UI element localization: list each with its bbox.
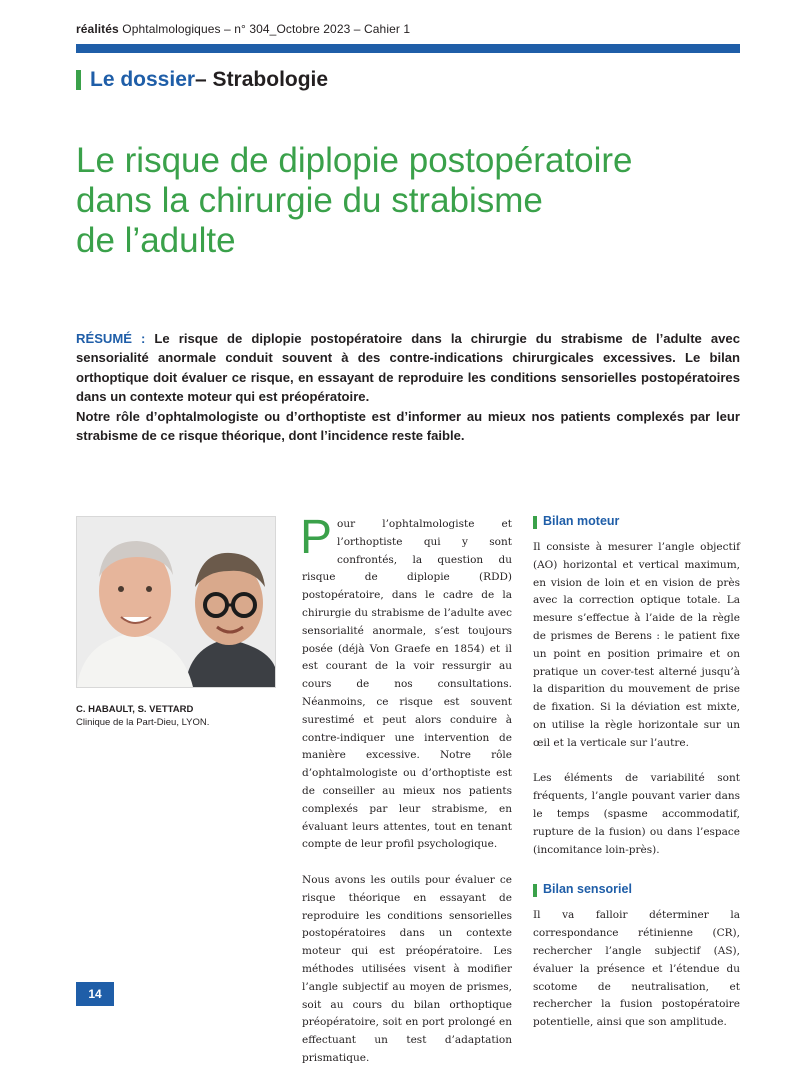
section-label: Le dossier: [90, 68, 196, 91]
paragraph-spacer: [302, 854, 512, 872]
author-affiliation: Clinique de la Part-Dieu, LYON.: [76, 717, 210, 728]
author-photo-illustration: [77, 517, 275, 687]
article-title: [76, 141, 716, 261]
author-photo: [76, 516, 276, 688]
author-credit: [76, 703, 209, 729]
section-topic: – Strabologie: [195, 68, 329, 91]
journal-brand: réalités: [76, 22, 119, 36]
header-rule: [76, 44, 740, 53]
drop-cap: P: [300, 511, 333, 564]
bilan-sensoriel-paragraph: Il va falloir déterminer la correspondance rétinienne (CR), rechercher l’angle subjectif (AS), évaluer la présence et l’étendue du scotome de neutralisation, et rechercher la fusion postopératoire potentielle, ainsi que son amplitude.: [533, 909, 740, 1029]
body-paragraph-2: Nous avons les outils pour évaluer ce risque théorique en essayant de reproduire les conditions sensorielles postopératoires dans un contexte moteur qui est préopératoire. Les méthodes utilisées visent à modifier l’angle subjectif au moyen de prismes, soit au cours du bilan orthoptique préopératoire, soit en port prolongé en effectuant un test d’adaptation prismatique.: [302, 873, 512, 1064]
subheading-bilan-moteur: [533, 513, 740, 531]
abstract-paragraph-2: Notre rôle d’ophtalmologiste ou d’orthoptiste est d’informer au mieux nos patients complexés par leur strabisme de ce risque théorique, dont l’incidence reste faible.: [76, 408, 740, 444]
section-heading: [76, 67, 328, 93]
running-header: [76, 22, 410, 36]
bilan-moteur-paragraph-2: Les éléments de variabilité sont fréquents, l’angle pouvant varier dans le temps (spasme accommodatif, rupture de la fusion) ou dans l’espace (incomitance loin-près).: [533, 772, 740, 856]
section-spacer: [533, 859, 740, 881]
abstract-paragraph-1: [76, 329, 740, 407]
body-column-middle: [300, 511, 512, 1068]
subheading-marker: [533, 884, 537, 897]
abstract-label: RÉSUMÉ :: [76, 331, 146, 346]
title-line-2: dans la chirurgie du strabisme: [76, 181, 543, 220]
subheading-text: Bilan moteur: [543, 514, 620, 529]
abstract: [76, 329, 740, 445]
page-number: 14: [76, 982, 114, 1006]
author-names: C. HABAULT, S. VETTARD: [76, 704, 194, 715]
bilan-moteur-paragraph-1: Il consiste à mesurer l’angle objectif (AO) horizontal et vertical maximum, en vision de loin et en vision de près avec la correction optique totale. La mesure s’effectue à l’aide de la règle de prismes de Berens : le patient fixe un point en position primaire et on pratique un cover-test alterné jusqu’à la disparition du mouvement de prise de fixation. Si la déviation est mixte, on utilise la règle horizontale sur un œil et la verticale sur l’autre.: [533, 541, 740, 749]
abstract-text-1: Le risque de diplopie postopératoire dans la chirurgie du strabisme de l’adulte avec sensorialité anormale conduit souvent à des contre-indications chirurgicales excessives. Le bilan orthoptique doit évaluer ce risque, en essayant de reproduire les conditions sensorielles postopératoires dans un contexte moteur qui est préopératoire.: [76, 331, 740, 405]
journal-issue: Ophtalmologiques – n° 304_Octobre 2023 – Cahier 1: [122, 22, 411, 36]
body-paragraph-1: [300, 511, 512, 854]
body-column-right: [533, 513, 740, 1032]
section-marker: [76, 70, 81, 90]
subheading-text: Bilan sensoriel: [543, 882, 632, 897]
subheading-bilan-sensoriel: [533, 881, 740, 899]
title-line-1: Le risque de diplopie postopératoire: [76, 141, 633, 180]
subheading-marker: [533, 516, 537, 529]
body-paragraph-1-text: our l’ophtalmologiste et l’orthoptiste qui y sont confrontés, la question du risque de diplopie (RDD) postopératoire, dans le cadre de la chirurgie du strabisme de l’adulte avec sensorialité anormale, s’est toujours posée (déjà Von Graefe en 1854) et il est courant de la voir ressurgir au cours de nos consultations. Néanmoins, ce risque est souvent surestimé et peut alors conduire à contre-indiquer une intervention de manière excessive. Notre rôle d’ophtalmologiste ou d’orthoptiste est de conseiller au mieux nos patients complexés par leur strabisme, en évaluant leurs attentes, tout en tenant compte de leur profil psychologique.: [302, 518, 512, 851]
title-line-3: de l’adulte: [76, 221, 236, 260]
paragraph-spacer: [533, 753, 740, 771]
